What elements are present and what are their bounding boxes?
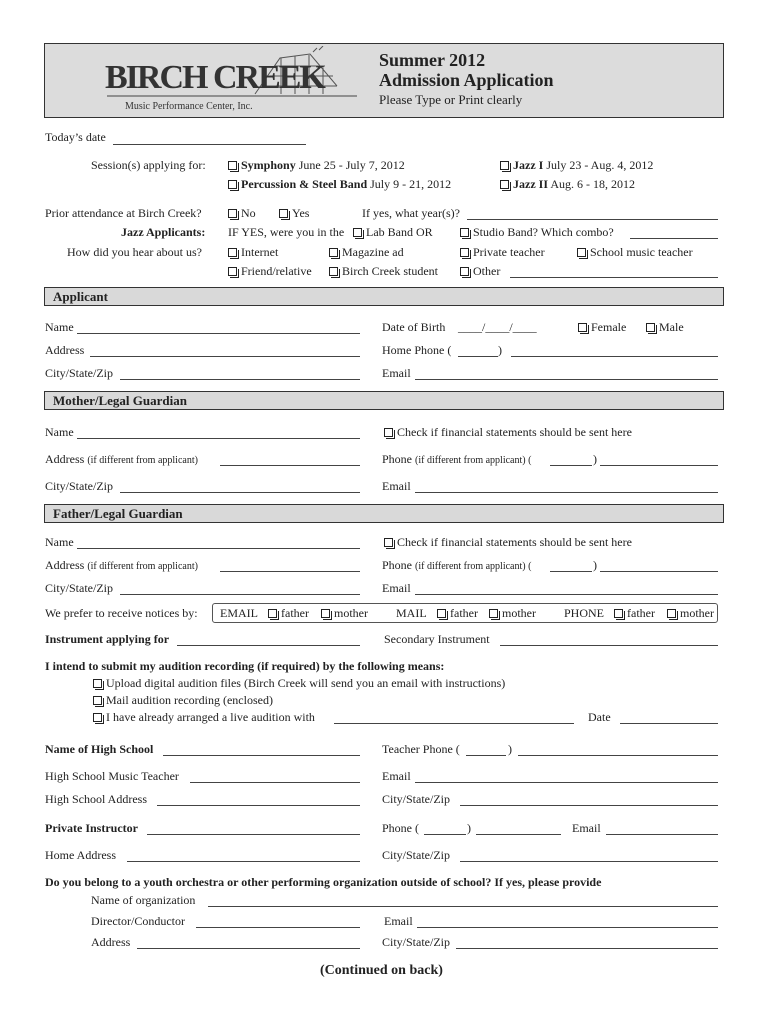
teacher-phone-field[interactable] <box>518 755 718 756</box>
audition-live[interactable]: I have already arranged a live audition with <box>93 710 315 725</box>
hear-friend[interactable]: Friend/relative <box>228 264 312 279</box>
instructor-email-label: Email <box>572 821 601 835</box>
hs-csz-label: City/State/Zip <box>382 792 450 806</box>
checkbox[interactable] <box>228 267 237 276</box>
instructor-phone-field[interactable] <box>476 834 561 835</box>
checkbox[interactable] <box>460 248 469 257</box>
checkbox[interactable] <box>578 323 587 332</box>
checkbox[interactable] <box>646 323 655 332</box>
father-phone-label: Phone (if different from applicant) ( <box>382 558 532 572</box>
other-field[interactable] <box>510 277 718 278</box>
checkbox[interactable] <box>460 267 469 276</box>
percussion-label: Percussion & Steel Band <box>241 177 368 191</box>
teacher-email-label: Email <box>382 769 411 783</box>
hs-address-label: High School Address <box>45 792 147 806</box>
org-email-field[interactable] <box>417 927 718 928</box>
checkbox[interactable] <box>228 180 237 189</box>
checkbox[interactable] <box>228 209 237 218</box>
secondary-instrument-label: Secondary Instrument <box>384 632 490 646</box>
lab-band-option[interactable] <box>353 225 433 240</box>
notice-mail-label: MAIL <box>396 606 427 620</box>
section-father <box>44 504 724 523</box>
father-csz-field[interactable] <box>120 594 360 595</box>
jazz2-dates: Aug. 6 - 18, 2012 <box>550 177 636 191</box>
logo-wordmark: BIRCH CREEK <box>105 59 324 96</box>
paren: ) <box>593 452 597 466</box>
father-name-field[interactable] <box>77 548 360 549</box>
applicant-email-field[interactable] <box>415 379 718 380</box>
mother-phone-area[interactable] <box>550 465 592 466</box>
music-teacher-label: High School Music Teacher <box>45 769 179 783</box>
section-title: Father/Legal Guardian <box>53 506 183 521</box>
notices-label: We prefer to receive notices by: <box>45 606 198 620</box>
secondary-instrument-field[interactable] <box>500 645 718 646</box>
mother-email-field[interactable] <box>415 492 718 493</box>
paren: ) <box>467 821 471 835</box>
home-address-label: Home Address <box>45 848 116 862</box>
instructor-email-field[interactable] <box>606 834 718 835</box>
director-label: Director/Conductor <box>91 914 185 928</box>
high-school-label: Name of High School <box>45 742 154 756</box>
paren: ) <box>593 558 597 572</box>
title-year: Summer 2012 <box>379 50 486 70</box>
sessions-label: Session(s) applying for: <box>91 158 206 172</box>
today-field[interactable] <box>113 144 306 145</box>
audition-date-label: Date <box>588 710 611 724</box>
music-teacher-field[interactable] <box>190 782 360 783</box>
hear-private-teacher[interactable]: Private teacher <box>460 245 545 260</box>
session-jazz1[interactable] <box>500 158 653 173</box>
notice-mail-mother[interactable]: mother <box>489 606 536 621</box>
symphony-label: Symphony <box>241 158 296 172</box>
dob-field[interactable]: ____/____/____ <box>458 320 537 334</box>
lab-band-label: Lab Band OR <box>366 225 433 239</box>
private-instructor-label: Private Instructor <box>45 821 138 835</box>
father-csz-label: City/State/Zip <box>45 581 113 595</box>
mother-email-label: Email <box>382 479 411 493</box>
section-applicant <box>44 287 724 306</box>
checkbox[interactable] <box>489 609 498 618</box>
father-email-field[interactable] <box>415 594 718 595</box>
home-phone-label: Home Phone ( <box>382 343 452 357</box>
prior-no[interactable] <box>228 206 256 221</box>
audition-upload[interactable]: Upload digital audition files (Birch Creek will send you an email with instructions) <box>93 676 505 691</box>
paren: ) <box>498 343 502 357</box>
mother-financial-check[interactable]: Check if financial statements should be sent here <box>384 425 632 440</box>
mother-csz-field[interactable] <box>120 492 360 493</box>
notice-email-father[interactable]: father <box>268 606 309 621</box>
home-phone-area[interactable] <box>458 356 498 357</box>
father-email-label: Email <box>382 581 411 595</box>
org-csz-field[interactable] <box>456 948 718 949</box>
checkbox[interactable] <box>353 228 362 237</box>
applicant-address-label: Address <box>45 343 85 357</box>
session-percussion[interactable] <box>228 177 451 192</box>
father-phone-field[interactable] <box>600 571 718 572</box>
combo-field[interactable] <box>630 238 718 239</box>
home-phone-field[interactable] <box>511 356 718 357</box>
studio-band-option[interactable] <box>460 225 614 240</box>
instrument-label: Instrument applying for <box>45 632 170 646</box>
org-csz-label: City/State/Zip <box>382 935 450 949</box>
hear-student[interactable]: Birch Creek student <box>329 264 438 279</box>
org-address-label: Address <box>91 935 131 949</box>
jazz1-dates: July 23 - Aug. 4, 2012 <box>546 158 654 172</box>
title-subtitle: Please Type or Print clearly <box>379 92 523 107</box>
father-address-label: Address (if different from applicant) <box>45 558 198 572</box>
org-address-field[interactable] <box>137 948 360 949</box>
audition-intro: I intend to submit my audition recording (if required) by the following means: <box>45 659 445 673</box>
checkbox[interactable] <box>228 161 237 170</box>
mother-address-field[interactable] <box>220 465 360 466</box>
paren: ) <box>508 742 512 756</box>
session-jazz2[interactable] <box>500 177 635 192</box>
notice-phone-mother[interactable]: mother <box>667 606 714 621</box>
checkbox[interactable] <box>329 248 338 257</box>
father-address-field[interactable] <box>220 571 360 572</box>
applicant-address-field[interactable] <box>90 356 360 357</box>
hs-csz-field[interactable] <box>460 805 718 806</box>
audition-mail[interactable]: Mail audition recording (enclosed) <box>93 693 273 708</box>
audition-date-field[interactable] <box>620 723 718 724</box>
notice-mail-father[interactable]: father <box>437 606 478 621</box>
notice-email-label: EMAIL <box>220 606 258 620</box>
studio-band-label: Studio Band? Which combo? <box>473 225 614 239</box>
applicant-csz-label: City/State/Zip <box>45 366 113 380</box>
org-label: Name of organization <box>91 893 196 907</box>
jazz2-label: Jazz II <box>513 177 548 191</box>
instrument-field[interactable] <box>177 645 360 646</box>
hear-magazine[interactable]: Magazine ad <box>329 245 404 260</box>
logo-subtitle: Music Performance Center, Inc. <box>125 101 253 112</box>
checkbox[interactable] <box>460 228 469 237</box>
father-name-label: Name <box>45 535 74 549</box>
org-field[interactable] <box>208 906 718 907</box>
mother-phone-label: Phone (if different from applicant) ( <box>382 452 532 466</box>
youth-question: Do you belong to a youth orchestra or other performing organization outside of school? If yes, please provide <box>45 875 602 889</box>
prior-label: Prior attendance at Birch Creek? <box>45 206 202 220</box>
checkbox[interactable] <box>500 161 509 170</box>
applicant-email-label: Email <box>382 366 411 380</box>
checkbox[interactable] <box>329 267 338 276</box>
high-school-field[interactable] <box>163 755 360 756</box>
mother-phone-field[interactable] <box>600 465 718 466</box>
header-panel <box>44 43 724 118</box>
applicant-name-label: Name <box>45 320 74 334</box>
title-form: Admission Application <box>379 70 554 90</box>
gender-female[interactable]: Female <box>578 320 626 335</box>
yes-label: Yes <box>292 206 310 220</box>
hs-address-field[interactable] <box>157 805 360 806</box>
dob-label: Date of Birth <box>382 320 446 334</box>
checkbox[interactable] <box>279 209 288 218</box>
continued-note: (Continued on back) <box>320 963 443 978</box>
teacher-email-field[interactable] <box>415 782 718 783</box>
years-label: If yes, what year(s)? <box>362 206 460 220</box>
teacher-phone-label: Teacher Phone ( <box>382 742 460 756</box>
percussion-dates: July 9 - 21, 2012 <box>370 177 452 191</box>
checkbox[interactable] <box>321 609 330 618</box>
checkbox[interactable] <box>577 248 586 257</box>
checkbox[interactable] <box>614 609 623 618</box>
checkbox[interactable] <box>437 609 446 618</box>
checkbox[interactable] <box>500 180 509 189</box>
jazz1-label: Jazz I <box>513 158 544 172</box>
home-csz-label: City/State/Zip <box>382 848 450 862</box>
checkbox[interactable] <box>268 609 277 618</box>
home-csz-field[interactable] <box>460 861 718 862</box>
symphony-dates: June 25 - July 7, 2012 <box>298 158 405 172</box>
notice-phone-label: PHONE <box>564 606 605 620</box>
hear-other[interactable]: Other <box>460 264 500 279</box>
org-email-label: Email <box>384 914 413 928</box>
hear-label: How did you hear about us? <box>67 245 202 259</box>
notice-phone-father[interactable]: father <box>614 606 655 621</box>
instructor-phone-area[interactable] <box>424 834 466 835</box>
instructor-phone-label: Phone ( <box>382 821 419 835</box>
jazz-applicants-label: Jazz Applicants: <box>121 225 206 239</box>
checkbox[interactable] <box>93 696 102 705</box>
notice-email-mother[interactable]: mother <box>321 606 368 621</box>
applicant-csz-field[interactable] <box>120 379 360 380</box>
section-title: Mother/Legal Guardian <box>53 393 187 408</box>
director-field[interactable] <box>196 927 360 928</box>
hear-internet[interactable]: Internet <box>228 245 278 260</box>
checkbox[interactable] <box>384 538 393 547</box>
private-instructor-field[interactable] <box>147 834 360 835</box>
checkbox[interactable] <box>93 679 102 688</box>
years-field[interactable] <box>467 219 718 220</box>
teacher-phone-area[interactable] <box>466 755 506 756</box>
section-mother <box>44 391 724 410</box>
jazz-ifyes: IF YES, were you in the <box>228 225 345 239</box>
mother-name-label: Name <box>45 425 74 439</box>
today-label: Today’s date <box>45 130 106 144</box>
checkbox[interactable] <box>384 428 393 437</box>
section-title: Applicant <box>53 289 108 304</box>
home-address-field[interactable] <box>127 861 360 862</box>
prior-yes[interactable] <box>279 206 309 221</box>
gender-male[interactable]: Male <box>646 320 684 335</box>
birch-creek-logo <box>105 46 365 116</box>
hear-school-teacher[interactable]: School music teacher <box>577 245 693 260</box>
mother-csz-label: City/State/Zip <box>45 479 113 493</box>
session-symphony[interactable] <box>228 158 405 173</box>
live-audition-field[interactable] <box>334 723 574 724</box>
checkbox[interactable] <box>667 609 676 618</box>
mother-address-label: Address (if different from applicant) <box>45 452 198 466</box>
no-label: No <box>241 206 256 220</box>
mother-name-field[interactable] <box>77 438 360 439</box>
checkbox[interactable] <box>228 248 237 257</box>
father-phone-area[interactable] <box>550 571 592 572</box>
applicant-name-field[interactable] <box>77 333 360 334</box>
father-financial-check[interactable]: Check if financial statements should be sent here <box>384 535 632 550</box>
checkbox[interactable] <box>93 713 102 722</box>
